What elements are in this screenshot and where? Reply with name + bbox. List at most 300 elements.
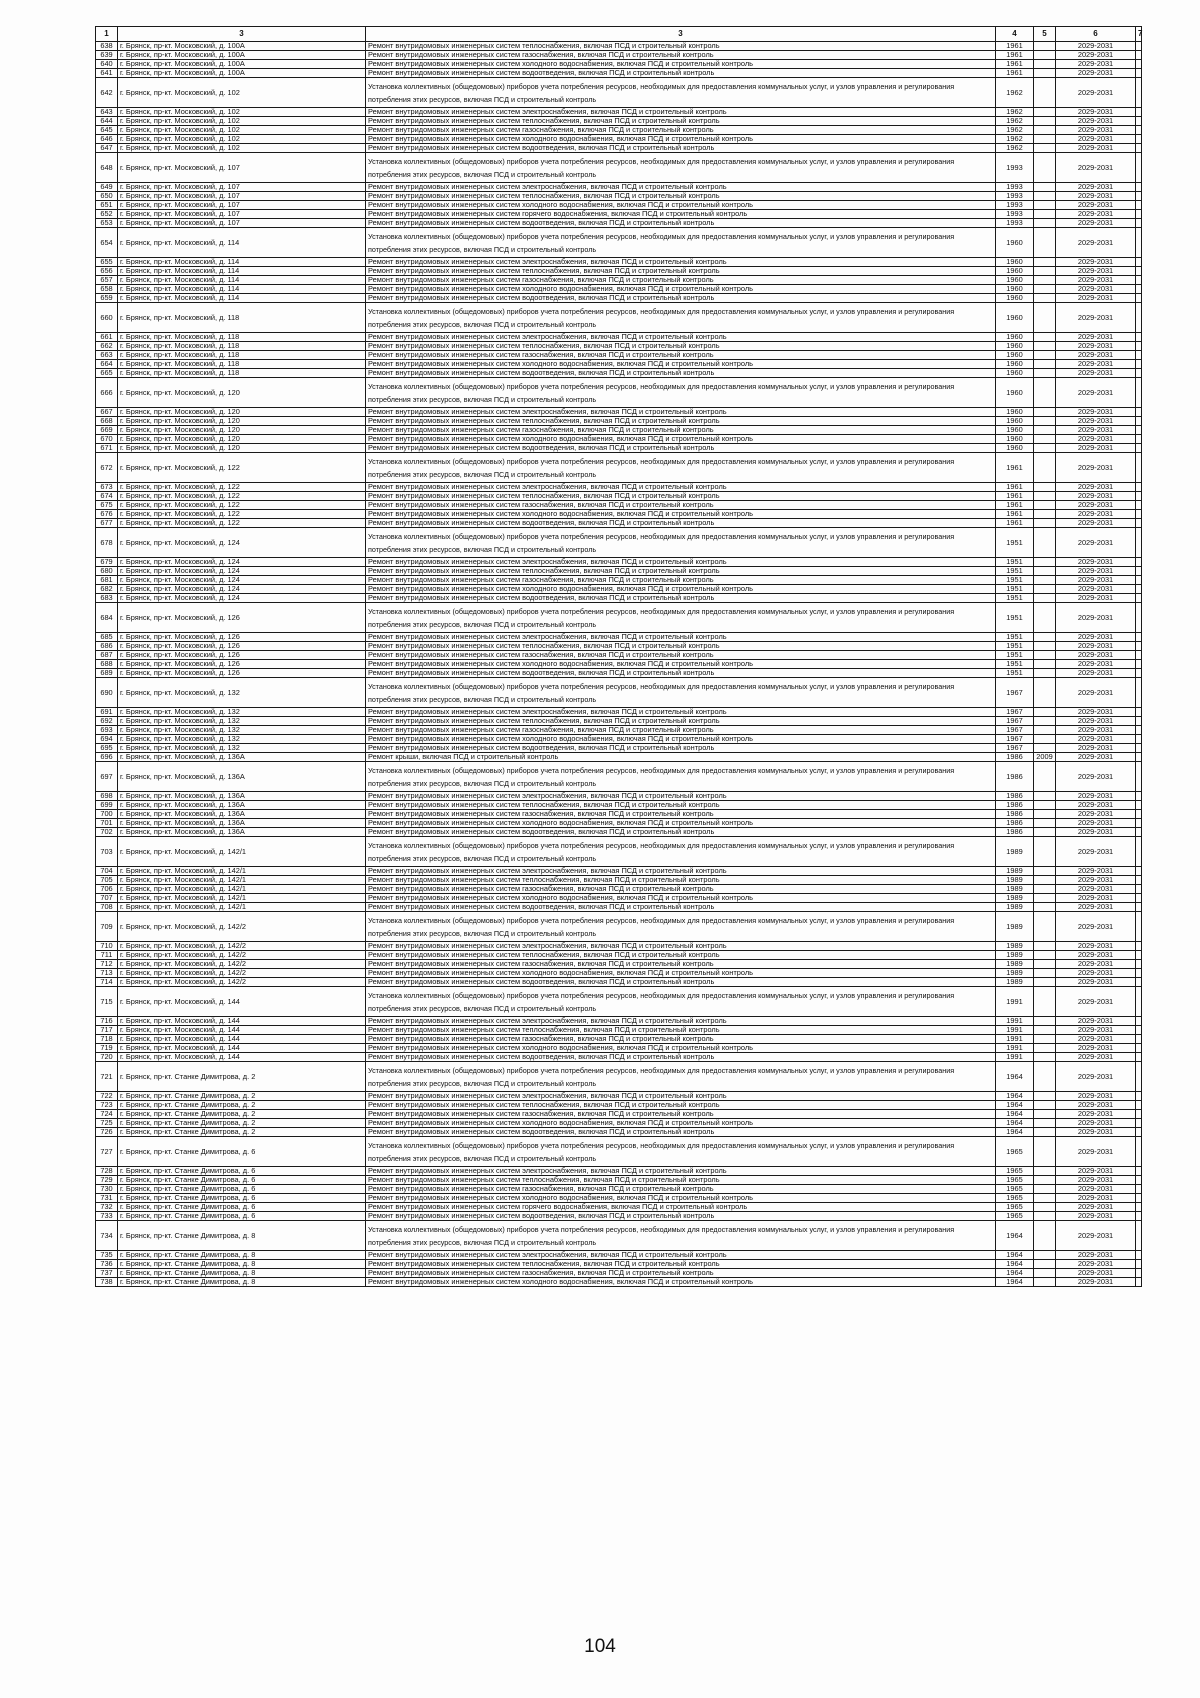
work-type-cell: Ремонт внутридомовых инженерных систем теплоснабжения, включая ПСД и строительный контроль — [366, 1026, 996, 1035]
build-year-cell: 1964 — [996, 1221, 1034, 1251]
table-row — [96, 78, 1142, 108]
empty-cell — [1136, 1176, 1142, 1185]
empty-cell — [1136, 219, 1142, 228]
row-number-cell: 661 — [96, 333, 118, 342]
row-number-cell: 713 — [96, 969, 118, 978]
planned-period-cell: 2029-2031 — [1056, 792, 1136, 801]
planned-period-cell: 2029-2031 — [1056, 1119, 1136, 1128]
address-cell: г. Брянск, пр-кт. Московский, д. 100А — [118, 42, 366, 51]
table-row — [96, 1062, 1142, 1092]
row-number-cell: 654 — [96, 228, 118, 258]
previous-repair-year-cell — [1034, 903, 1056, 912]
row-number-cell: 730 — [96, 1185, 118, 1194]
address-cell: г. Брянск, пр-кт. Московский, д. 114 — [118, 258, 366, 267]
build-year-cell: 1951 — [996, 603, 1034, 633]
previous-repair-year-cell — [1034, 369, 1056, 378]
work-type-cell: Ремонт внутридомовых инженерных систем холодного водоснабжения, включая ПСД и строительный контроль — [366, 819, 996, 828]
row-number-cell: 685 — [96, 633, 118, 642]
empty-cell — [1136, 144, 1142, 153]
planned-period-cell: 2029-2031 — [1056, 351, 1136, 360]
previous-repair-year-cell — [1034, 1092, 1056, 1101]
row-number-cell: 686 — [96, 642, 118, 651]
previous-repair-year-cell — [1034, 912, 1056, 942]
planned-period-cell: 2029-2031 — [1056, 912, 1136, 942]
build-year-cell: 1960 — [996, 360, 1034, 369]
empty-cell — [1136, 1044, 1142, 1053]
planned-period-cell: 2029-2031 — [1056, 228, 1136, 258]
build-year-cell: 1993 — [996, 192, 1034, 201]
address-cell: г. Брянск, пр-кт. Московский, д. 142/1 — [118, 867, 366, 876]
address-cell: г. Брянск, пр-кт. Московский, д. 142/2 — [118, 978, 366, 987]
address-cell: г. Брянск, пр-кт. Станке Димитрова, д. 6 — [118, 1203, 366, 1212]
build-year-cell: 1965 — [996, 1137, 1034, 1167]
address-cell: г. Брянск, пр-кт. Московский, д. 118 — [118, 351, 366, 360]
work-type-cell: Установка коллективных (общедомовых) приборов учета потребления ресурсов, необходимых для предоставления коммунальных услуг, и узлов управления и регулирования потребления этих ресурсов, включая ПСД и строительный контроль — [366, 228, 996, 258]
empty-cell — [1136, 1278, 1142, 1287]
table-row — [96, 912, 1142, 942]
row-number-cell: 699 — [96, 801, 118, 810]
previous-repair-year-cell — [1034, 1167, 1056, 1176]
previous-repair-year-cell — [1034, 435, 1056, 444]
address-cell: г. Брянск, пр-кт. Московский, д. 118 — [118, 333, 366, 342]
work-type-cell: Ремонт внутридомовых инженерных систем холодного водоснабжения, включая ПСД и строительный контроль — [366, 585, 996, 594]
build-year-cell: 1960 — [996, 294, 1034, 303]
planned-period-cell: 2029-2031 — [1056, 135, 1136, 144]
previous-repair-year-cell — [1034, 408, 1056, 417]
build-year-cell: 1960 — [996, 351, 1034, 360]
previous-repair-year-cell — [1034, 285, 1056, 294]
work-type-cell: Ремонт внутридомовых инженерных систем теплоснабжения, включая ПСД и строительный контроль — [366, 1176, 996, 1185]
previous-repair-year-cell — [1034, 483, 1056, 492]
row-number-cell: 684 — [96, 603, 118, 633]
empty-cell — [1136, 753, 1142, 762]
address-cell: г. Брянск, пр-кт. Московский, д. 132 — [118, 678, 366, 708]
work-type-cell: Ремонт внутридомовых инженерных систем теплоснабжения, включая ПСД и строительный контроль — [366, 642, 996, 651]
work-type-cell: Ремонт внутридомовых инженерных систем газоснабжения, включая ПСД и строительный контроль — [366, 276, 996, 285]
address-cell: г. Брянск, пр-кт. Станке Димитрова, д. 6 — [118, 1185, 366, 1194]
planned-period-cell: 2029-2031 — [1056, 735, 1136, 744]
planned-period-cell: 2029-2031 — [1056, 837, 1136, 867]
row-number-cell: 662 — [96, 342, 118, 351]
table-row — [96, 228, 1142, 258]
address-cell: г. Брянск, пр-кт. Московский, д. 142/2 — [118, 960, 366, 969]
empty-cell — [1136, 867, 1142, 876]
planned-period-cell: 2029-2031 — [1056, 144, 1136, 153]
table-row — [96, 1128, 1142, 1137]
work-type-cell: Установка коллективных (общедомовых) приборов учета потребления ресурсов, необходимых для предоставления коммунальных услуг, и узлов управления и регулирования потребления этих ресурсов, включая ПСД и строительный контроль — [366, 762, 996, 792]
build-year-cell: 1951 — [996, 642, 1034, 651]
build-year-cell: 1961 — [996, 42, 1034, 51]
table-row — [96, 987, 1142, 1017]
work-type-cell: Ремонт внутридомовых инженерных систем теплоснабжения, включая ПСД и строительный контроль — [366, 951, 996, 960]
previous-repair-year-cell — [1034, 633, 1056, 642]
empty-cell — [1136, 633, 1142, 642]
empty-cell — [1136, 183, 1142, 192]
previous-repair-year-cell — [1034, 1044, 1056, 1053]
previous-repair-year-cell — [1034, 276, 1056, 285]
empty-cell — [1136, 726, 1142, 735]
planned-period-cell: 2029-2031 — [1056, 1053, 1136, 1062]
address-cell: г. Брянск, пр-кт. Московский, д. 102 — [118, 144, 366, 153]
address-cell: г. Брянск, пр-кт. Московский, д. 126 — [118, 669, 366, 678]
row-number-cell: 682 — [96, 585, 118, 594]
work-type-cell: Ремонт внутридомовых инженерных систем холодного водоснабжения, включая ПСД и строительный контроль — [366, 201, 996, 210]
empty-cell — [1136, 1185, 1142, 1194]
planned-period-cell: 2029-2031 — [1056, 726, 1136, 735]
previous-repair-year-cell — [1034, 1176, 1056, 1185]
planned-period-cell: 2029-2031 — [1056, 576, 1136, 585]
planned-period-cell: 2029-2031 — [1056, 810, 1136, 819]
work-type-cell: Ремонт внутридомовых инженерных систем теплоснабжения, включая ПСД и строительный контроль — [366, 192, 996, 201]
planned-period-cell: 2029-2031 — [1056, 1194, 1136, 1203]
table-row — [96, 453, 1142, 483]
build-year-cell: 1960 — [996, 408, 1034, 417]
planned-period-cell: 2029-2031 — [1056, 1026, 1136, 1035]
previous-repair-year-cell — [1034, 669, 1056, 678]
table-row — [96, 369, 1142, 378]
empty-cell — [1136, 294, 1142, 303]
row-number-cell: 718 — [96, 1035, 118, 1044]
address-cell: г. Брянск, пр-кт. Станке Димитрова, д. 8 — [118, 1278, 366, 1287]
planned-period-cell: 2029-2031 — [1056, 1203, 1136, 1212]
empty-cell — [1136, 258, 1142, 267]
work-type-cell: Установка коллективных (общедомовых) приборов учета потребления ресурсов, необходимых для предоставления коммунальных услуг, и узлов управления и регулирования потребления этих ресурсов, включая ПСД и строительный контроль — [366, 837, 996, 867]
planned-period-cell: 2029-2031 — [1056, 333, 1136, 342]
planned-period-cell: 2029-2031 — [1056, 417, 1136, 426]
work-type-cell: Ремонт внутридомовых инженерных систем газоснабжения, включая ПСД и строительный контроль — [366, 426, 996, 435]
empty-cell — [1136, 342, 1142, 351]
row-number-cell: 678 — [96, 528, 118, 558]
build-year-cell: 1960 — [996, 426, 1034, 435]
address-cell: г. Брянск, пр-кт. Московский, д. 142/1 — [118, 894, 366, 903]
planned-period-cell: 2029-2031 — [1056, 1212, 1136, 1221]
previous-repair-year-cell — [1034, 126, 1056, 135]
build-year-cell: 1993 — [996, 219, 1034, 228]
previous-repair-year-cell — [1034, 228, 1056, 258]
row-number-cell: 689 — [96, 669, 118, 678]
build-year-cell: 1967 — [996, 744, 1034, 753]
previous-repair-year-cell — [1034, 1110, 1056, 1119]
planned-period-cell: 2029-2031 — [1056, 192, 1136, 201]
row-number-cell: 695 — [96, 744, 118, 753]
previous-repair-year-cell — [1034, 1035, 1056, 1044]
empty-cell — [1136, 1035, 1142, 1044]
build-year-cell: 1951 — [996, 528, 1034, 558]
build-year-cell: 1951 — [996, 576, 1034, 585]
planned-period-cell: 2029-2031 — [1056, 819, 1136, 828]
table-body — [96, 42, 1142, 1287]
build-year-cell: 1989 — [996, 837, 1034, 867]
build-year-cell: 1960 — [996, 417, 1034, 426]
address-cell: г. Брянск, пр-кт. Московский, д. 132 — [118, 708, 366, 717]
work-type-cell: Ремонт внутридомовых инженерных систем теплоснабжения, включая ПСД и строительный контроль — [366, 717, 996, 726]
build-year-cell: 1989 — [996, 978, 1034, 987]
empty-cell — [1136, 1269, 1142, 1278]
repair-program-table — [95, 26, 1142, 1287]
address-cell: г. Брянск, пр-кт. Московский, д. 107 — [118, 210, 366, 219]
previous-repair-year-cell — [1034, 678, 1056, 708]
build-year-cell: 1986 — [996, 792, 1034, 801]
address-cell: г. Брянск, пр-кт. Московский, д. 124 — [118, 528, 366, 558]
work-type-cell: Ремонт внутридомовых инженерных систем водоотведения, включая ПСД и строительный контроль — [366, 144, 996, 153]
address-cell: г. Брянск, пр-кт. Московский, д. 100А — [118, 60, 366, 69]
empty-cell — [1136, 303, 1142, 333]
previous-repair-year-cell — [1034, 837, 1056, 867]
empty-cell — [1136, 810, 1142, 819]
planned-period-cell: 2029-2031 — [1056, 1101, 1136, 1110]
work-type-cell: Ремонт внутридомовых инженерных систем электроснабжения, включая ПСД и строительный контроль — [366, 633, 996, 642]
previous-repair-year-cell — [1034, 762, 1056, 792]
planned-period-cell: 2029-2031 — [1056, 567, 1136, 576]
address-cell: г. Брянск, пр-кт. Московский, д. 144 — [118, 1026, 366, 1035]
work-type-cell: Ремонт внутридомовых инженерных систем водоотведения, включая ПСД и строительный контроль — [366, 1128, 996, 1137]
previous-repair-year-cell — [1034, 1101, 1056, 1110]
empty-cell — [1136, 501, 1142, 510]
planned-period-cell: 2029-2031 — [1056, 1110, 1136, 1119]
work-type-cell: Ремонт внутридомовых инженерных систем электроснабжения, включая ПСД и строительный контроль — [366, 183, 996, 192]
address-cell: г. Брянск, пр-кт. Московский, д. 136А — [118, 828, 366, 837]
row-number-cell: 712 — [96, 960, 118, 969]
previous-repair-year-cell — [1034, 360, 1056, 369]
work-type-cell: Установка коллективных (общедомовых) приборов учета потребления ресурсов, необходимых для предоставления коммунальных услуг, и узлов управления и регулирования потребления этих ресурсов, включая ПСД и строительный контроль — [366, 1221, 996, 1251]
address-cell: г. Брянск, пр-кт. Московский, д. 124 — [118, 558, 366, 567]
address-cell: г. Брянск, пр-кт. Московский, д. 120 — [118, 378, 366, 408]
planned-period-cell: 2029-2031 — [1056, 642, 1136, 651]
previous-repair-year-cell — [1034, 192, 1056, 201]
planned-period-cell: 2029-2031 — [1056, 258, 1136, 267]
table-row — [96, 1278, 1142, 1287]
previous-repair-year-cell — [1034, 660, 1056, 669]
work-type-cell: Ремонт внутридомовых инженерных систем холодного водоснабжения, включая ПСД и строительный контроль — [366, 435, 996, 444]
work-type-cell: Ремонт внутридомовых инженерных систем электроснабжения, включая ПСД и строительный контроль — [366, 1167, 996, 1176]
address-cell: г. Брянск, пр-кт. Станке Димитрова, д. 8 — [118, 1221, 366, 1251]
build-year-cell: 1991 — [996, 1053, 1034, 1062]
previous-repair-year-cell — [1034, 1194, 1056, 1203]
build-year-cell: 1960 — [996, 303, 1034, 333]
address-cell: г. Брянск, пр-кт. Московский, д. 120 — [118, 435, 366, 444]
planned-period-cell: 2029-2031 — [1056, 660, 1136, 669]
previous-repair-year-cell — [1034, 726, 1056, 735]
previous-repair-year-cell — [1034, 810, 1056, 819]
address-cell: г. Брянск, пр-кт. Московский, д. 102 — [118, 117, 366, 126]
address-cell: г. Брянск, пр-кт. Московский, д. 122 — [118, 453, 366, 483]
address-cell: г. Брянск, пр-кт. Московский, д. 132 — [118, 717, 366, 726]
empty-cell — [1136, 69, 1142, 78]
previous-repair-year-cell — [1034, 867, 1056, 876]
build-year-cell: 1993 — [996, 153, 1034, 183]
work-type-cell: Ремонт внутридомовых инженерных систем холодного водоснабжения, включая ПСД и строительный контроль — [366, 510, 996, 519]
build-year-cell: 1960 — [996, 435, 1034, 444]
previous-repair-year-cell — [1034, 444, 1056, 453]
planned-period-cell: 2029-2031 — [1056, 762, 1136, 792]
address-cell: г. Брянск, пр-кт. Московский, д. 142/1 — [118, 837, 366, 867]
previous-repair-year-cell — [1034, 510, 1056, 519]
build-year-cell: 1986 — [996, 819, 1034, 828]
build-year-cell: 1960 — [996, 342, 1034, 351]
address-cell: г. Брянск, пр-кт. Московский, д. 118 — [118, 303, 366, 333]
work-type-cell: Ремонт внутридомовых инженерных систем электроснабжения, включая ПСД и строительный контроль — [366, 1092, 996, 1101]
planned-period-cell: 2029-2031 — [1056, 1278, 1136, 1287]
empty-cell — [1136, 60, 1142, 69]
address-cell: г. Брянск, пр-кт. Московский, д. 144 — [118, 987, 366, 1017]
previous-repair-year-cell — [1034, 1053, 1056, 1062]
planned-period-cell: 2029-2031 — [1056, 444, 1136, 453]
build-year-cell: 1965 — [996, 1194, 1034, 1203]
previous-repair-year-cell — [1034, 1017, 1056, 1026]
work-type-cell: Ремонт внутридомовых инженерных систем водоотведения, включая ПСД и строительный контроль — [366, 1212, 996, 1221]
empty-cell — [1136, 942, 1142, 951]
planned-period-cell: 2029-2031 — [1056, 942, 1136, 951]
build-year-cell: 1993 — [996, 183, 1034, 192]
previous-repair-year-cell — [1034, 792, 1056, 801]
column-header: 4 — [996, 27, 1034, 42]
planned-period-cell: 2029-2031 — [1056, 69, 1136, 78]
work-type-cell: Ремонт внутридомовых инженерных систем газоснабжения, включая ПСД и строительный контроль — [366, 651, 996, 660]
planned-period-cell: 2029-2031 — [1056, 1260, 1136, 1269]
empty-cell — [1136, 126, 1142, 135]
address-cell: г. Брянск, пр-кт. Московский, д. 136А — [118, 801, 366, 810]
address-cell: г. Брянск, пр-кт. Московский, д. 142/2 — [118, 912, 366, 942]
build-year-cell: 1961 — [996, 453, 1034, 483]
planned-period-cell: 2029-2031 — [1056, 108, 1136, 117]
planned-period-cell: 2029-2031 — [1056, 219, 1136, 228]
planned-period-cell: 2029-2031 — [1056, 594, 1136, 603]
planned-period-cell: 2029-2031 — [1056, 1167, 1136, 1176]
work-type-cell: Ремонт внутридомовых инженерных систем электроснабжения, включая ПСД и строительный контроль — [366, 408, 996, 417]
address-cell: г. Брянск, пр-кт. Московский, д. 126 — [118, 603, 366, 633]
planned-period-cell: 2029-2031 — [1056, 453, 1136, 483]
row-number-cell: 657 — [96, 276, 118, 285]
build-year-cell: 1960 — [996, 444, 1034, 453]
empty-cell — [1136, 1194, 1142, 1203]
work-type-cell: Ремонт внутридомовых инженерных систем теплоснабжения, включая ПСД и строительный контроль — [366, 417, 996, 426]
work-type-cell: Ремонт внутридомовых инженерных систем водоотведения, включая ПСД и строительный контроль — [366, 669, 996, 678]
previous-repair-year-cell — [1034, 876, 1056, 885]
address-cell: г. Брянск, пр-кт. Московский, д. 107 — [118, 219, 366, 228]
previous-repair-year-cell — [1034, 969, 1056, 978]
previous-repair-year-cell — [1034, 1212, 1056, 1221]
build-year-cell: 1965 — [996, 1176, 1034, 1185]
work-type-cell: Ремонт внутридомовых инженерных систем холодного водоснабжения, включая ПСД и строительный контроль — [366, 894, 996, 903]
work-type-cell: Установка коллективных (общедомовых) приборов учета потребления ресурсов, необходимых для предоставления коммунальных услуг, и узлов управления и регулирования потребления этих ресурсов, включая ПСД и строительный контроль — [366, 303, 996, 333]
planned-period-cell: 2029-2031 — [1056, 426, 1136, 435]
empty-cell — [1136, 1053, 1142, 1062]
build-year-cell: 1991 — [996, 1017, 1034, 1026]
work-type-cell: Ремонт внутридомовых инженерных систем холодного водоснабжения, включая ПСД и строительный контроль — [366, 285, 996, 294]
row-number-cell: 672 — [96, 453, 118, 483]
row-number-cell: 643 — [96, 108, 118, 117]
address-cell: г. Брянск, пр-кт. Станке Димитрова, д. 2 — [118, 1062, 366, 1092]
planned-period-cell: 2029-2031 — [1056, 978, 1136, 987]
table-row — [96, 153, 1142, 183]
empty-cell — [1136, 762, 1142, 792]
address-cell: г. Брянск, пр-кт. Московский, д. 122 — [118, 483, 366, 492]
column-header: 1 — [96, 27, 118, 42]
address-cell: г. Брянск, пр-кт. Московский, д. 100А — [118, 51, 366, 60]
planned-period-cell: 2029-2031 — [1056, 894, 1136, 903]
planned-period-cell: 2029-2031 — [1056, 987, 1136, 1017]
row-number-cell: 738 — [96, 1278, 118, 1287]
build-year-cell: 1986 — [996, 810, 1034, 819]
table-row — [96, 219, 1142, 228]
planned-period-cell: 2029-2031 — [1056, 678, 1136, 708]
empty-cell — [1136, 744, 1142, 753]
planned-period-cell: 2029-2031 — [1056, 117, 1136, 126]
empty-cell — [1136, 1128, 1142, 1137]
previous-repair-year-cell — [1034, 342, 1056, 351]
address-cell: г. Брянск, пр-кт. Московский, д. 142/2 — [118, 969, 366, 978]
build-year-cell: 1951 — [996, 633, 1034, 642]
row-number-cell: 710 — [96, 942, 118, 951]
planned-period-cell: 2029-2031 — [1056, 519, 1136, 528]
planned-period-cell: 2029-2031 — [1056, 528, 1136, 558]
table-row — [96, 528, 1142, 558]
address-cell: г. Брянск, пр-кт. Московский, д. 142/2 — [118, 942, 366, 951]
address-cell: г. Брянск, пр-кт. Московский, д. 136А — [118, 762, 366, 792]
previous-repair-year-cell — [1034, 1026, 1056, 1035]
row-number-cell: 708 — [96, 903, 118, 912]
planned-period-cell: 2029-2031 — [1056, 1062, 1136, 1092]
planned-period-cell: 2029-2031 — [1056, 603, 1136, 633]
row-number-cell: 726 — [96, 1128, 118, 1137]
empty-cell — [1136, 1212, 1142, 1221]
address-cell: г. Брянск, пр-кт. Московский, д. 102 — [118, 135, 366, 144]
previous-repair-year-cell — [1034, 801, 1056, 810]
work-type-cell: Ремонт внутридомовых инженерных систем газоснабжения, включая ПСД и строительный контроль — [366, 576, 996, 585]
build-year-cell: 1989 — [996, 876, 1034, 885]
row-number-cell: 732 — [96, 1203, 118, 1212]
previous-repair-year-cell — [1034, 42, 1056, 51]
row-number-cell: 720 — [96, 1053, 118, 1062]
empty-cell — [1136, 408, 1142, 417]
table-row — [96, 1053, 1142, 1062]
table-row — [96, 444, 1142, 453]
work-type-cell: Ремонт внутридомовых инженерных систем холодного водоснабжения, включая ПСД и строительный контроль — [366, 1278, 996, 1287]
address-cell: г. Брянск, пр-кт. Московский, д. 107 — [118, 183, 366, 192]
address-cell: г. Брянск, пр-кт. Московский, д. 132 — [118, 726, 366, 735]
address-cell: г. Брянск, пр-кт. Московский, д. 107 — [118, 201, 366, 210]
row-number-cell: 677 — [96, 519, 118, 528]
build-year-cell: 1964 — [996, 1251, 1034, 1260]
build-year-cell: 1964 — [996, 1119, 1034, 1128]
build-year-cell: 1986 — [996, 801, 1034, 810]
previous-repair-year-cell — [1034, 69, 1056, 78]
build-year-cell: 1962 — [996, 108, 1034, 117]
row-number-cell: 702 — [96, 828, 118, 837]
empty-cell — [1136, 894, 1142, 903]
planned-period-cell: 2029-2031 — [1056, 342, 1136, 351]
empty-cell — [1136, 651, 1142, 660]
row-number-cell: 700 — [96, 810, 118, 819]
table-row — [96, 294, 1142, 303]
empty-cell — [1136, 819, 1142, 828]
row-number-cell: 655 — [96, 258, 118, 267]
table-row — [96, 678, 1142, 708]
work-type-cell: Ремонт внутридомовых инженерных систем теплоснабжения, включая ПСД и строительный контроль — [366, 117, 996, 126]
row-number-cell: 734 — [96, 1221, 118, 1251]
empty-cell — [1136, 444, 1142, 453]
previous-repair-year-cell — [1034, 267, 1056, 276]
previous-repair-year-cell — [1034, 585, 1056, 594]
build-year-cell: 1961 — [996, 519, 1034, 528]
row-number-cell: 698 — [96, 792, 118, 801]
work-type-cell: Ремонт внутридомовых инженерных систем электроснабжения, включая ПСД и строительный контроль — [366, 558, 996, 567]
address-cell: г. Брянск, пр-кт. Станке Димитрова, д. 2 — [118, 1128, 366, 1137]
column-header: 7 — [1136, 27, 1142, 42]
table-row — [96, 69, 1142, 78]
empty-cell — [1136, 285, 1142, 294]
build-year-cell: 1964 — [996, 1101, 1034, 1110]
